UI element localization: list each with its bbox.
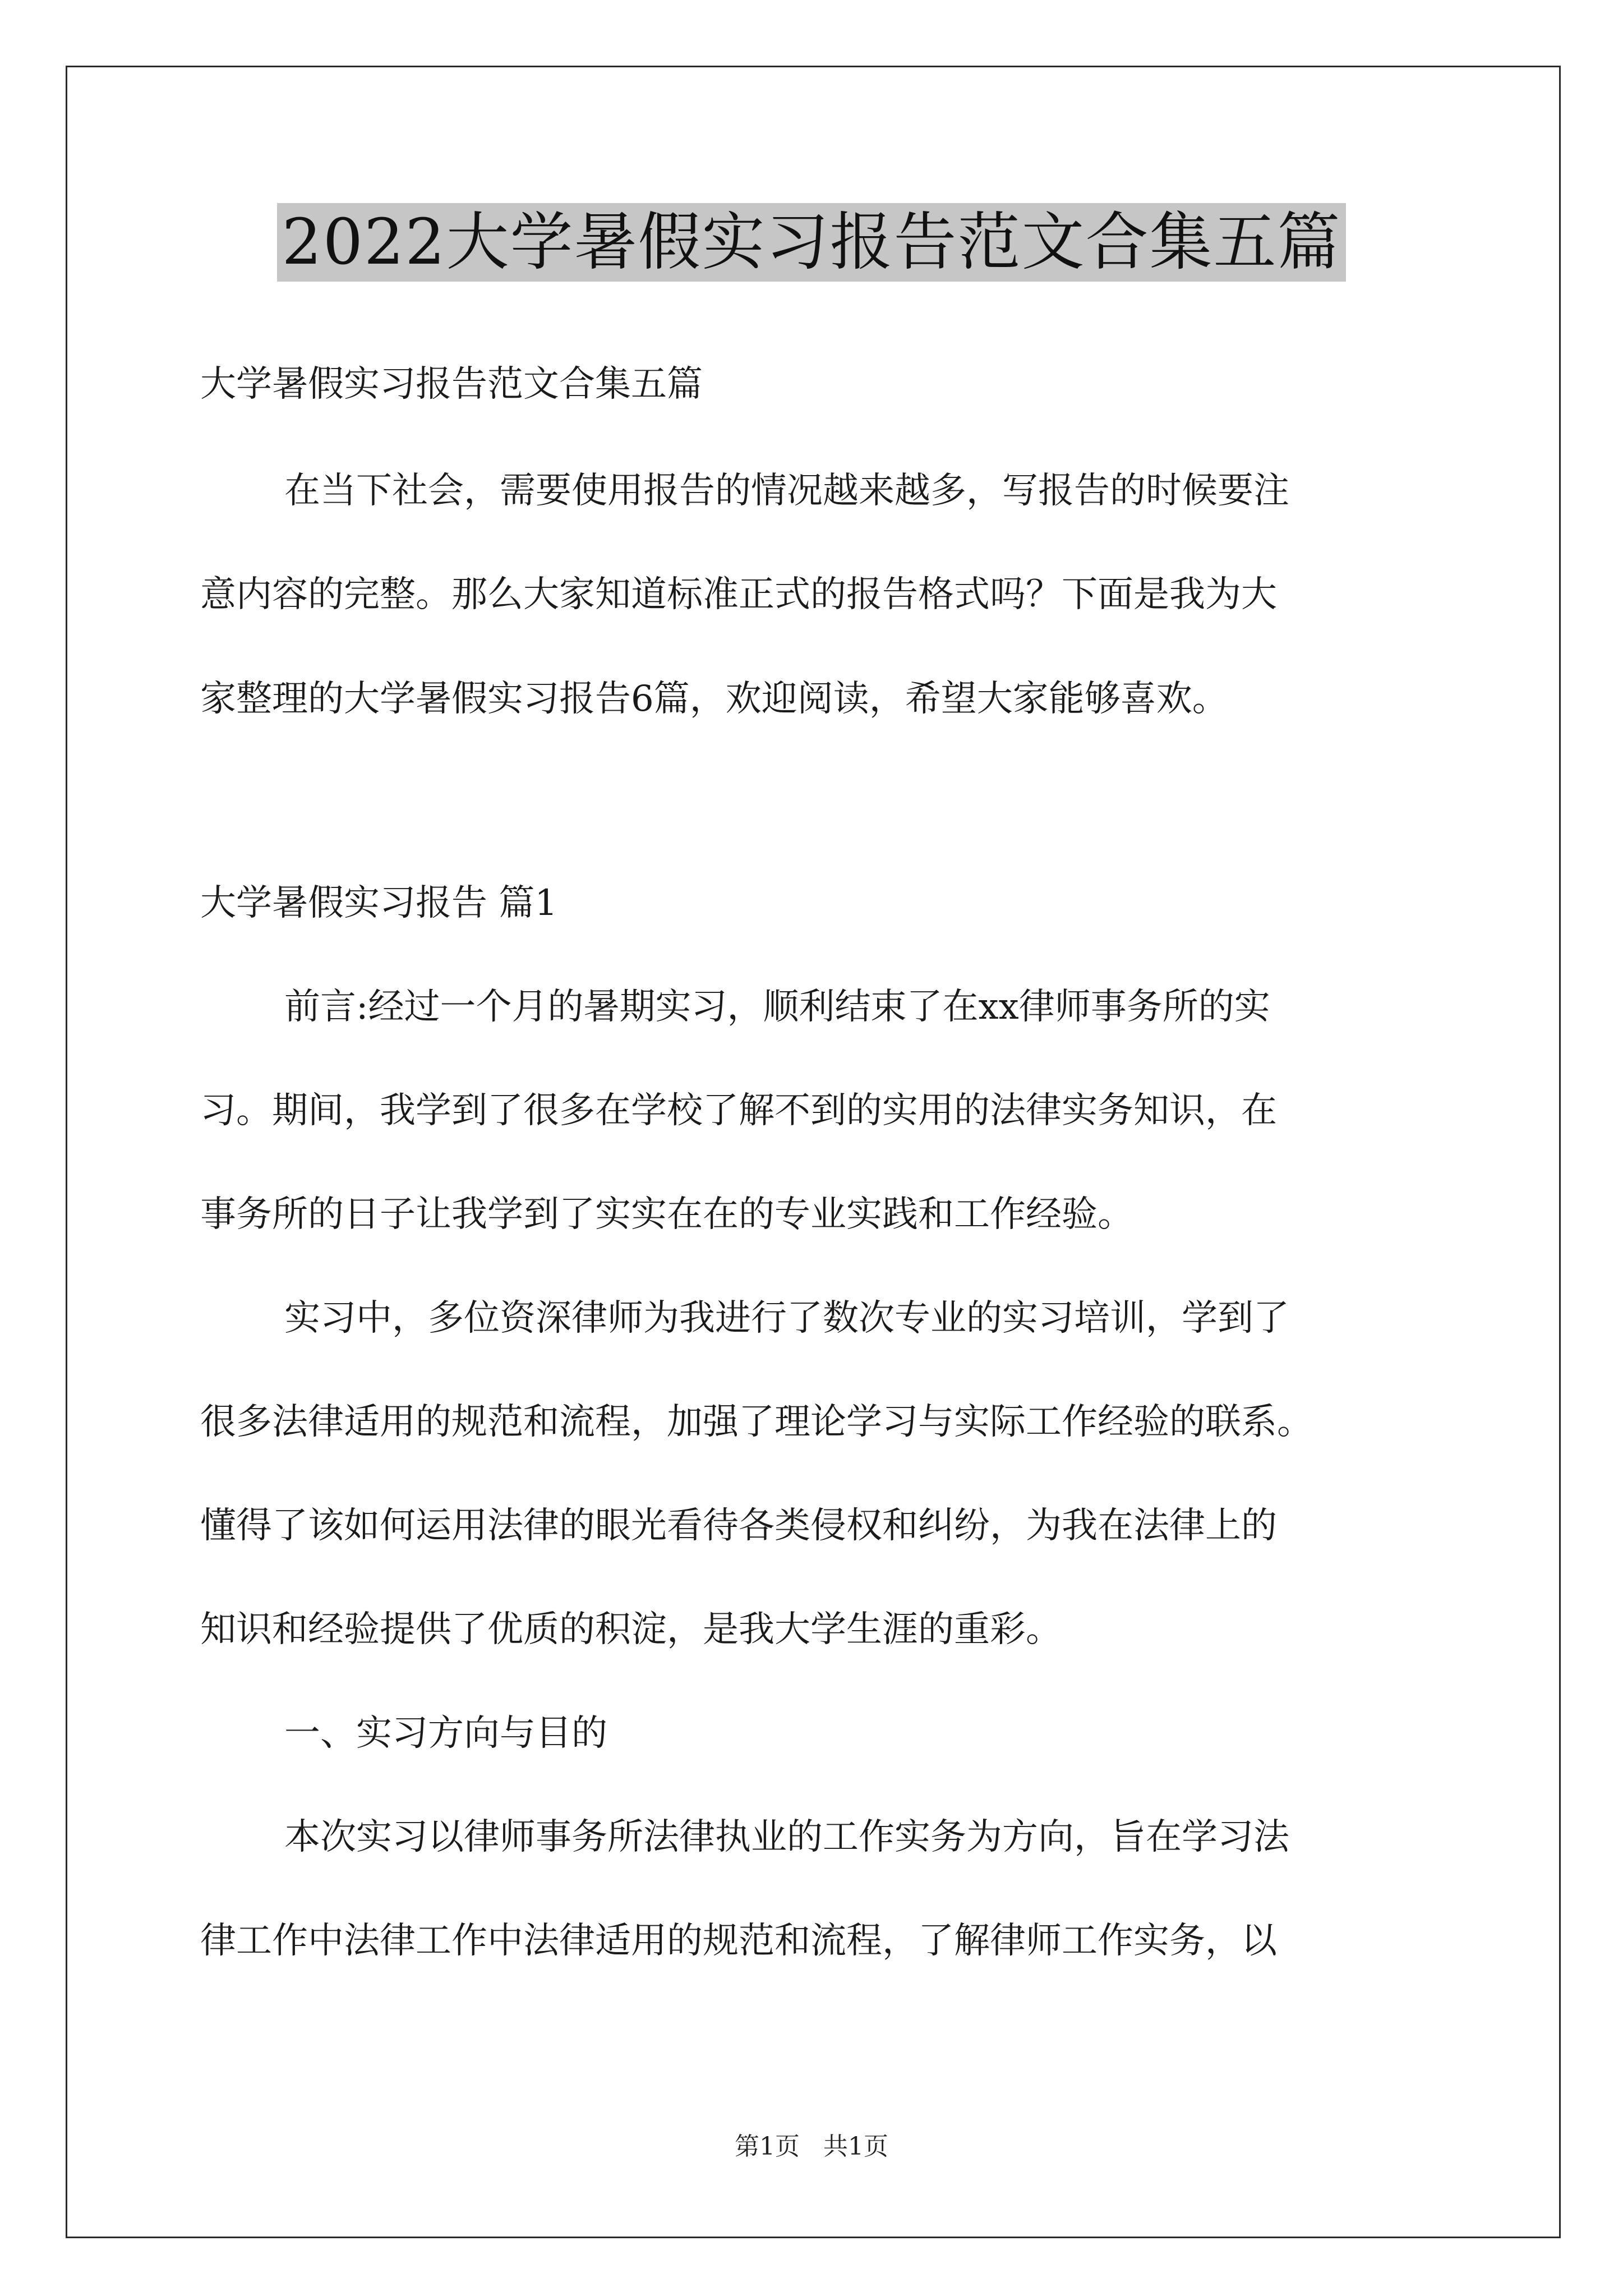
paragraph-line: 知识和经验提供了优质的积淀，是我大学生涯的重彩。 — [200, 1609, 1062, 1650]
intro-line: 家整理的大学暑假实习报告6篇，欢迎阅读，希望大家能够喜欢。 — [200, 678, 1228, 720]
paragraph-line: 习。期间，我学到了很多在学校了解不到的实用的法律实务知识，在 — [200, 1090, 1277, 1131]
page-number-current: 第1页 — [735, 2132, 800, 2161]
page-footer — [0, 2126, 1623, 2162]
page-number-total: 共1页 — [823, 2132, 888, 2161]
paragraph-line: 律工作中法律工作中法律适用的规范和流程，了解律师工作实务，以 — [200, 1920, 1277, 1962]
paragraph-line: 懂得了该如何运用法律的眼光看待各类侵权和纠纷，为我在法律上的 — [200, 1505, 1277, 1547]
document-title: 2022大学暑假实习报告范文合集五篇 — [277, 203, 1345, 282]
paragraph-line: 事务所的日子让我学到了实实在在的专业实践和工作经验。 — [200, 1194, 1133, 1235]
intro-line: 在当下社会，需要使用报告的情况越来越多，写报告的时候要注 — [284, 470, 1289, 512]
paragraph-line: 很多法律适用的规范和流程，加强了理论学习与实际工作经验的联系。 — [200, 1401, 1313, 1443]
intro-line: 意内容的完整。那么大家知道标准正式的报告格式吗？下面是我为大 — [200, 574, 1277, 615]
paragraph-line: 前言:经过一个月的暑期实习，顺利结束了在xx律师事务所的实 — [284, 986, 1270, 1028]
title-container — [0, 203, 1623, 282]
section-heading: 大学暑假实习报告 篇1 — [200, 882, 558, 924]
subheading: 一、实习方向与目的 — [284, 1713, 607, 1754]
paragraph-line: 本次实习以律师事务所法律执业的工作实务为方向，旨在学习法 — [284, 1816, 1289, 1858]
paragraph-line: 实习中，多位资深律师为我进行了数次专业的实习培训，学到了 — [284, 1297, 1289, 1339]
document-subtitle: 大学暑假实习报告范文合集五篇 — [200, 364, 703, 405]
